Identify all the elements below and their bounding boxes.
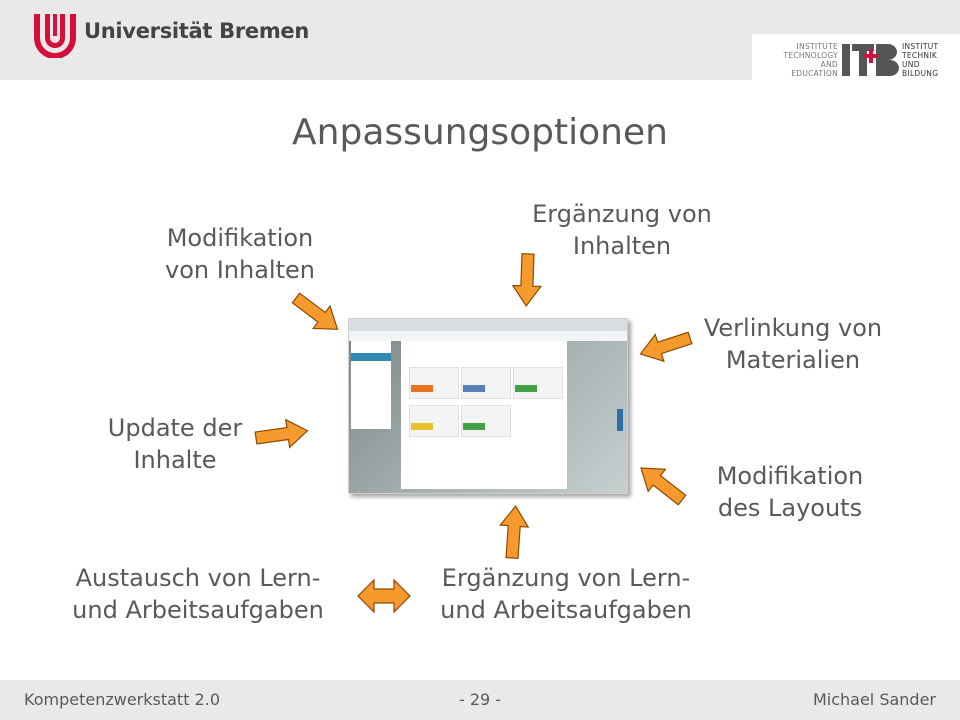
label-line: des Layouts	[717, 494, 863, 522]
label-line: Update der	[107, 414, 243, 442]
label-line: Inhalten	[572, 232, 672, 260]
app-screenshot-thumbnail	[348, 318, 628, 494]
label-line: Modifikation	[166, 224, 314, 252]
label-line: Austausch von Lern-	[75, 564, 321, 592]
screenshot-tag	[411, 385, 433, 392]
label-line: von Inhalten	[165, 256, 315, 284]
university-logo-icon	[32, 12, 78, 58]
itb-left-line: AND	[820, 60, 838, 69]
itb-left-text	[772, 42, 838, 78]
browser-address-bar	[349, 331, 627, 341]
screenshot-tag	[463, 385, 485, 392]
screenshot-side-tab	[617, 409, 623, 431]
label-update	[80, 412, 270, 476]
slide-title: Anpassungsoptionen	[292, 112, 668, 153]
page-number: - 29 -	[458, 690, 502, 709]
screenshot-sidebar-active	[351, 353, 391, 361]
label-ergaenzung-inhalte	[502, 198, 742, 262]
browser-tab-bar	[349, 319, 627, 331]
arrow-icon	[498, 505, 530, 559]
itb-left-line: INSTITUTE	[796, 42, 838, 51]
label-line: Materialien	[725, 346, 861, 374]
label-line: Ergänzung von	[532, 200, 712, 228]
itb-right-line: UND	[902, 60, 920, 69]
screenshot-tag	[411, 423, 433, 430]
itb-right-line: INSTITUT	[902, 42, 939, 51]
label-ergaenzung-lern	[406, 562, 726, 626]
itb-left-line: EDUCATION	[791, 69, 838, 78]
itb-left-line: TECHNOLOGY	[783, 51, 838, 60]
label-line: und Arbeitsaufgaben	[72, 596, 324, 624]
screenshot-card	[461, 367, 511, 399]
label-modifikation-inhalte	[140, 222, 340, 286]
screenshot-tag	[515, 385, 537, 392]
itb-right-line: TECHNIK	[902, 51, 938, 60]
screenshot-tag	[463, 423, 485, 430]
double-arrow-icon	[358, 580, 410, 612]
university-name: Universität Bremen	[84, 19, 310, 43]
screenshot-card	[461, 405, 511, 437]
itb-right-text	[902, 42, 958, 78]
label-line: Verlinkung von	[703, 314, 883, 342]
footer-author: Michael Sander	[812, 690, 936, 709]
label-austausch	[48, 562, 348, 626]
label-line: und Arbeitsaufgaben	[440, 596, 692, 624]
label-line: Ergänzung von Lern-	[441, 564, 691, 592]
label-line: Inhalte	[133, 446, 217, 474]
label-line: Modifikation	[716, 462, 864, 490]
screenshot-card	[409, 367, 459, 399]
screenshot-card	[513, 367, 563, 399]
label-modifikation-layout	[680, 460, 900, 524]
itb-right-line: BILDUNG	[902, 69, 939, 78]
screenshot-card	[409, 405, 459, 437]
arrow-icon	[288, 287, 346, 341]
itb-logo-icon	[842, 42, 900, 78]
footer-left-text: Kompetenzwerkstatt 2.0	[24, 690, 220, 709]
label-verlinkung	[670, 312, 916, 376]
